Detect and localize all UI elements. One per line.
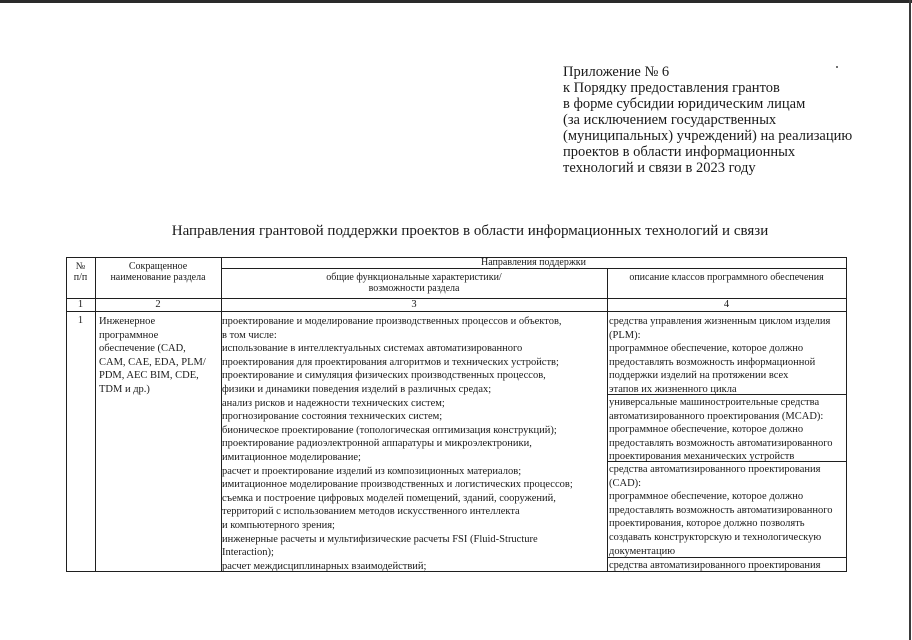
column-number: 3 — [411, 299, 417, 310]
column-number: 1 — [77, 299, 84, 310]
column-number: 4 — [723, 299, 730, 310]
software-class-line: проектирования механических устройств — [609, 451, 795, 463]
appendix-line: технологий и связи в 2023 году — [563, 160, 756, 176]
software-class-line: (PLM): — [609, 329, 641, 341]
header-features — [221, 272, 607, 294]
software-class-line: программное обеспечение, которое должно — [609, 343, 804, 355]
section-name-line: обеспечение (CAD, — [99, 343, 186, 355]
software-class-line: предоставлять возможность автоматизированного — [609, 504, 833, 516]
software-class-line: программное обеспечение, которое должно — [609, 491, 804, 503]
software-class-line: средства автоматизированного проектирования — [609, 560, 821, 571]
features-line: бионическое проектирование (топологическая оптимизация конструкций); — [222, 424, 557, 436]
features-line: съемка и построение цифровых моделей помещений, зданий, сооружений, — [222, 492, 556, 504]
features-line: использование в интеллектуальных системах автоматизированного — [222, 343, 523, 355]
features-line: проектирования для проектирования алгоритмов и технических устройств; — [222, 356, 559, 368]
features-cell — [222, 315, 573, 573]
features-line: инженерные расчеты и мультифизические расчеты FSI (Fluid-Structure — [222, 533, 538, 545]
header-section-line2: наименование раздела — [110, 272, 206, 283]
software-class-line: поддержки изделий на протяжении всех — [609, 370, 789, 382]
column-number: 2 — [155, 299, 161, 310]
header-num — [66, 261, 95, 283]
software-class-line: проектирования, которое должно позволять — [609, 518, 805, 530]
features-line: территорий с использованием методов искусственного интеллекта — [222, 506, 520, 518]
software-class-line: программное обеспечение, которое должно — [609, 424, 804, 436]
table-rule-right — [846, 257, 847, 572]
software-class-plm — [609, 315, 831, 395]
software-class-line: средства автоматизированного проектирования — [609, 464, 821, 475]
header-features-line1: общие функциональные характеристики/ — [326, 272, 502, 283]
header-software-classes: описание классов программного обеспечения — [629, 272, 824, 283]
header-support-directions: Направления поддержки — [481, 257, 586, 268]
appendix-line: к Порядку предоставления грантов — [563, 80, 780, 96]
features-line: проектирование радиоэлектронной аппаратуры и микроэлектроники, — [222, 438, 532, 450]
table-rule-colnum-bottom — [66, 311, 846, 312]
software-class-cad-continued — [609, 559, 820, 573]
features-line: расчет и проектирование изделий из композиционных материалов; — [222, 465, 522, 477]
software-class-mcad — [609, 396, 833, 463]
row-number: 1 — [77, 315, 84, 326]
section-name-line: программное — [99, 329, 159, 341]
features-line: прогнозирование состояния технических систем; — [222, 411, 443, 423]
header-num-line1: № — [75, 261, 86, 272]
appendix-line: (муниципальных) учреждений) на реализацию — [563, 128, 853, 144]
appendix-line: проектов в области информационных — [563, 144, 796, 160]
section-name-line: Инженерное — [99, 316, 156, 327]
features-line: имитационное моделирование производственных и логистических процессов; — [222, 479, 573, 491]
features-line: физики и динамики поведения изделий в различных средах; — [222, 383, 492, 395]
features-line: имитационное моделирование; — [222, 451, 361, 463]
features-line: проектирование и симуляция физических производственных процессов, — [222, 370, 546, 382]
software-class-line: предоставлять возможность информационной — [609, 356, 816, 368]
features-line: проектирование и моделирование производственных процессов и объектов, — [222, 316, 562, 327]
section-name-line: PDM, AEC BIM, CDE, — [99, 370, 199, 382]
software-class-line: создавать конструкторскую и технологическую — [609, 531, 822, 543]
appendix-line: в форме субсидии юридическим лицам — [563, 96, 806, 112]
features-line: и компьютерного зрения; — [222, 519, 335, 531]
features-line: Interaction); — [222, 547, 274, 559]
section-name-line: CAM, CAE, EDA, PLM/ — [99, 356, 206, 368]
features-line: анализ рисков и надежности технических систем; — [222, 397, 445, 409]
features-line: расчет междисциплинарных взаимодействий; — [222, 560, 427, 572]
header-section-name — [95, 261, 221, 283]
software-class-line: средства управления жизненным циклом изделия — [609, 316, 831, 327]
features-line: в том числе: — [222, 329, 277, 341]
section-name-cell — [99, 315, 206, 397]
document-title: Направления грантовой поддержки проектов в области информационных технологий и связи — [171, 223, 769, 239]
software-class-line: автоматизированного проектирования (MCAD): — [609, 410, 824, 422]
appendix-line: Приложение № 6 — [563, 64, 670, 80]
header-section-line1: Сокращенное — [128, 261, 188, 272]
software-class-line: документацию — [609, 545, 676, 557]
software-class-line: универсальные машиностроительные средства — [609, 397, 820, 408]
software-class-line: (CAD): — [609, 477, 642, 489]
software-class-cad — [609, 463, 833, 557]
header-num-line2: п/п — [73, 272, 88, 283]
appendix-line: (за исключением государственных — [563, 112, 777, 128]
table-rule-group — [221, 268, 846, 269]
software-class-line: предоставлять возможность автоматизированного — [609, 437, 833, 449]
header-features-line2: возможности раздела — [368, 283, 460, 294]
software-class-line: этапов их жизненного цикла — [609, 383, 737, 395]
table-rule-col3 — [607, 268, 608, 572]
section-name-line: TDM и др.) — [99, 383, 150, 395]
